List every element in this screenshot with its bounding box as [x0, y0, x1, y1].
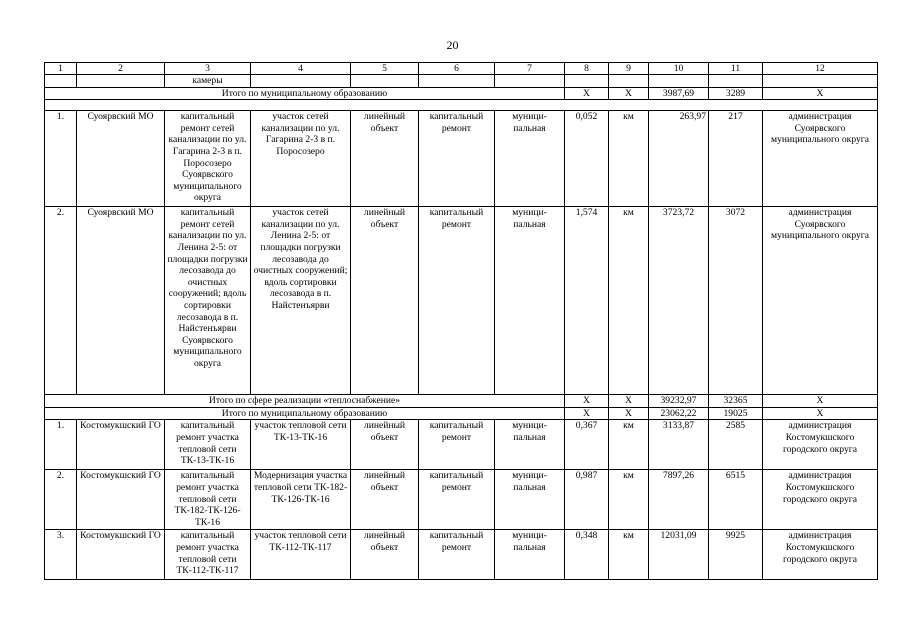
row-number: 1. — [45, 111, 77, 207]
header-cell: 9 — [609, 63, 649, 75]
total-c10: 23062,22 — [649, 407, 709, 420]
responsible-org: администрация Суоярвского муниципального округа — [763, 207, 878, 395]
cost: 12031,09 — [649, 530, 709, 580]
total-c11: 32365 — [709, 395, 763, 408]
ownership: муници-пальная — [495, 420, 565, 470]
municipality: Костомукшский ГО — [77, 530, 165, 580]
work-description: капитальный ремонт сетей канализации по ул. Гагарина 2-3 в п. Поросозеро Суоярвского муниципального округа — [165, 111, 251, 207]
table-row — [45, 530, 878, 580]
total-c9: X — [609, 87, 649, 100]
total-c12: X — [763, 395, 878, 408]
total-c9: X — [609, 395, 649, 408]
total-row — [45, 87, 878, 100]
unit: км — [609, 420, 649, 470]
total-row — [45, 407, 878, 420]
work-description: капитальный ремонт сетей канализации по ул. Ленина 2-5: от площадки погрузки лесозавода до очистных сооружений; вдоль сортировки лесозавода в п. Найстенъярви Суоярвского муниципального округа — [165, 207, 251, 395]
work-kind: капитальный ремонт — [419, 470, 495, 530]
header-cell: 6 — [419, 63, 495, 75]
total-c12: X — [763, 87, 878, 100]
sum: 9925 — [709, 530, 763, 580]
total-c11: 3289 — [709, 87, 763, 100]
header-cell: 3 — [165, 63, 251, 75]
total-c9: X — [609, 407, 649, 420]
total-c8: X — [565, 395, 609, 408]
total-c8: X — [565, 407, 609, 420]
work-description: капитальный ремонт участка тепловой сети ТК-112-ТК-117 — [165, 530, 251, 580]
responsible-org: администрация Суоярвского муниципального округа — [763, 111, 878, 207]
work-kind: капитальный ремонт — [419, 420, 495, 470]
object-description: участок сетей канализации по ул. Гагарина 2-3 в п. Поросозеро — [251, 111, 351, 207]
sum: 217 — [709, 111, 763, 207]
table-row — [45, 111, 878, 207]
header-row — [45, 63, 878, 75]
total-c8: X — [565, 87, 609, 100]
header-cell: 5 — [351, 63, 419, 75]
table-row — [45, 420, 878, 470]
object-type: линейный объект — [351, 470, 419, 530]
length: 0,987 — [565, 470, 609, 530]
cost: 263,97 — [649, 111, 709, 207]
sum: 3072 — [709, 207, 763, 395]
table-row — [45, 470, 878, 530]
cost: 3133,87 — [649, 420, 709, 470]
total-c10: 3987,69 — [649, 87, 709, 100]
work-description: капитальный ремонт участка тепловой сети ТК-182-ТК-126-ТК-16 — [165, 470, 251, 530]
work-kind: капитальный ремонт — [419, 530, 495, 580]
municipality: Суоярвский МО — [77, 111, 165, 207]
header-cell: 8 — [565, 63, 609, 75]
document-table — [44, 62, 878, 580]
total-label: Итого по сфере реализации «теплоснабжение» — [45, 395, 565, 408]
sum: 6515 — [709, 470, 763, 530]
total-c12: X — [763, 407, 878, 420]
length: 1,574 — [565, 207, 609, 395]
cost: 3723,72 — [649, 207, 709, 395]
unit: км — [609, 530, 649, 580]
total-label: Итого по муниципальному образованию — [45, 87, 565, 100]
work-description: капитальный ремонт участка тепловой сети ТК-13-ТК-16 — [165, 420, 251, 470]
row-number: 2. — [45, 470, 77, 530]
unit: км — [609, 111, 649, 207]
row-number: 1. — [45, 420, 77, 470]
page-number: 20 — [446, 38, 459, 52]
header-cell: 4 — [251, 63, 351, 75]
unit: км — [609, 207, 649, 395]
object-type: линейный объект — [351, 420, 419, 470]
sum: 2585 — [709, 420, 763, 470]
row-number: 2. — [45, 207, 77, 395]
header-cell: 12 — [763, 63, 878, 75]
object-type: линейный объект — [351, 111, 419, 207]
municipality: Костомукшский ГО — [77, 420, 165, 470]
total-c10: 39232,97 — [649, 395, 709, 408]
municipality: Суоярвский МО — [77, 207, 165, 395]
length: 0,367 — [565, 420, 609, 470]
object-type: линейный объект — [351, 207, 419, 395]
header-cell: 11 — [709, 63, 763, 75]
object-type: линейный объект — [351, 530, 419, 580]
total-c11: 19025 — [709, 407, 763, 420]
object-description: Модернизация участка тепловой сети ТК-182-ТК-126-ТК-16 — [251, 470, 351, 530]
object-description: участок сетей канализации по ул. Ленина 2-5: от площадки погрузки лесозавода до очистных сооружений; вдоль сортировки лесозавода в п. Найстенъярви — [251, 207, 351, 395]
work-kind: капитальный ремонт — [419, 207, 495, 395]
table-row — [45, 207, 878, 395]
ownership: муници-пальная — [495, 207, 565, 395]
ownership: муници-пальная — [495, 470, 565, 530]
header-cell: 10 — [649, 63, 709, 75]
total-row — [45, 395, 878, 408]
length: 0,052 — [565, 111, 609, 207]
continuation-text: камеры — [165, 75, 251, 88]
length: 0,348 — [565, 530, 609, 580]
continuation-row — [45, 75, 878, 88]
unit: км — [609, 470, 649, 530]
header-cell: 7 — [495, 63, 565, 75]
header-cell: 2 — [77, 63, 165, 75]
object-description: участок тепловой сети ТК-112-ТК-117 — [251, 530, 351, 580]
object-description: участок тепловой сети ТК-13-ТК-16 — [251, 420, 351, 470]
cost: 7897,26 — [649, 470, 709, 530]
header-cell: 1 — [45, 63, 77, 75]
spacer-row — [45, 100, 878, 111]
row-number: 3. — [45, 530, 77, 580]
work-kind: капитальный ремонт — [419, 111, 495, 207]
ownership: муници-пальная — [495, 111, 565, 207]
total-label: Итого по муниципальному образованию — [45, 407, 565, 420]
responsible-org: администрация Костомукшского городского округа — [763, 470, 878, 530]
responsible-org: администрация Костомукшского городского округа — [763, 530, 878, 580]
municipality: Костомукшский ГО — [77, 470, 165, 530]
responsible-org: администрация Костомукшского городского округа — [763, 420, 878, 470]
ownership: муници-пальная — [495, 530, 565, 580]
